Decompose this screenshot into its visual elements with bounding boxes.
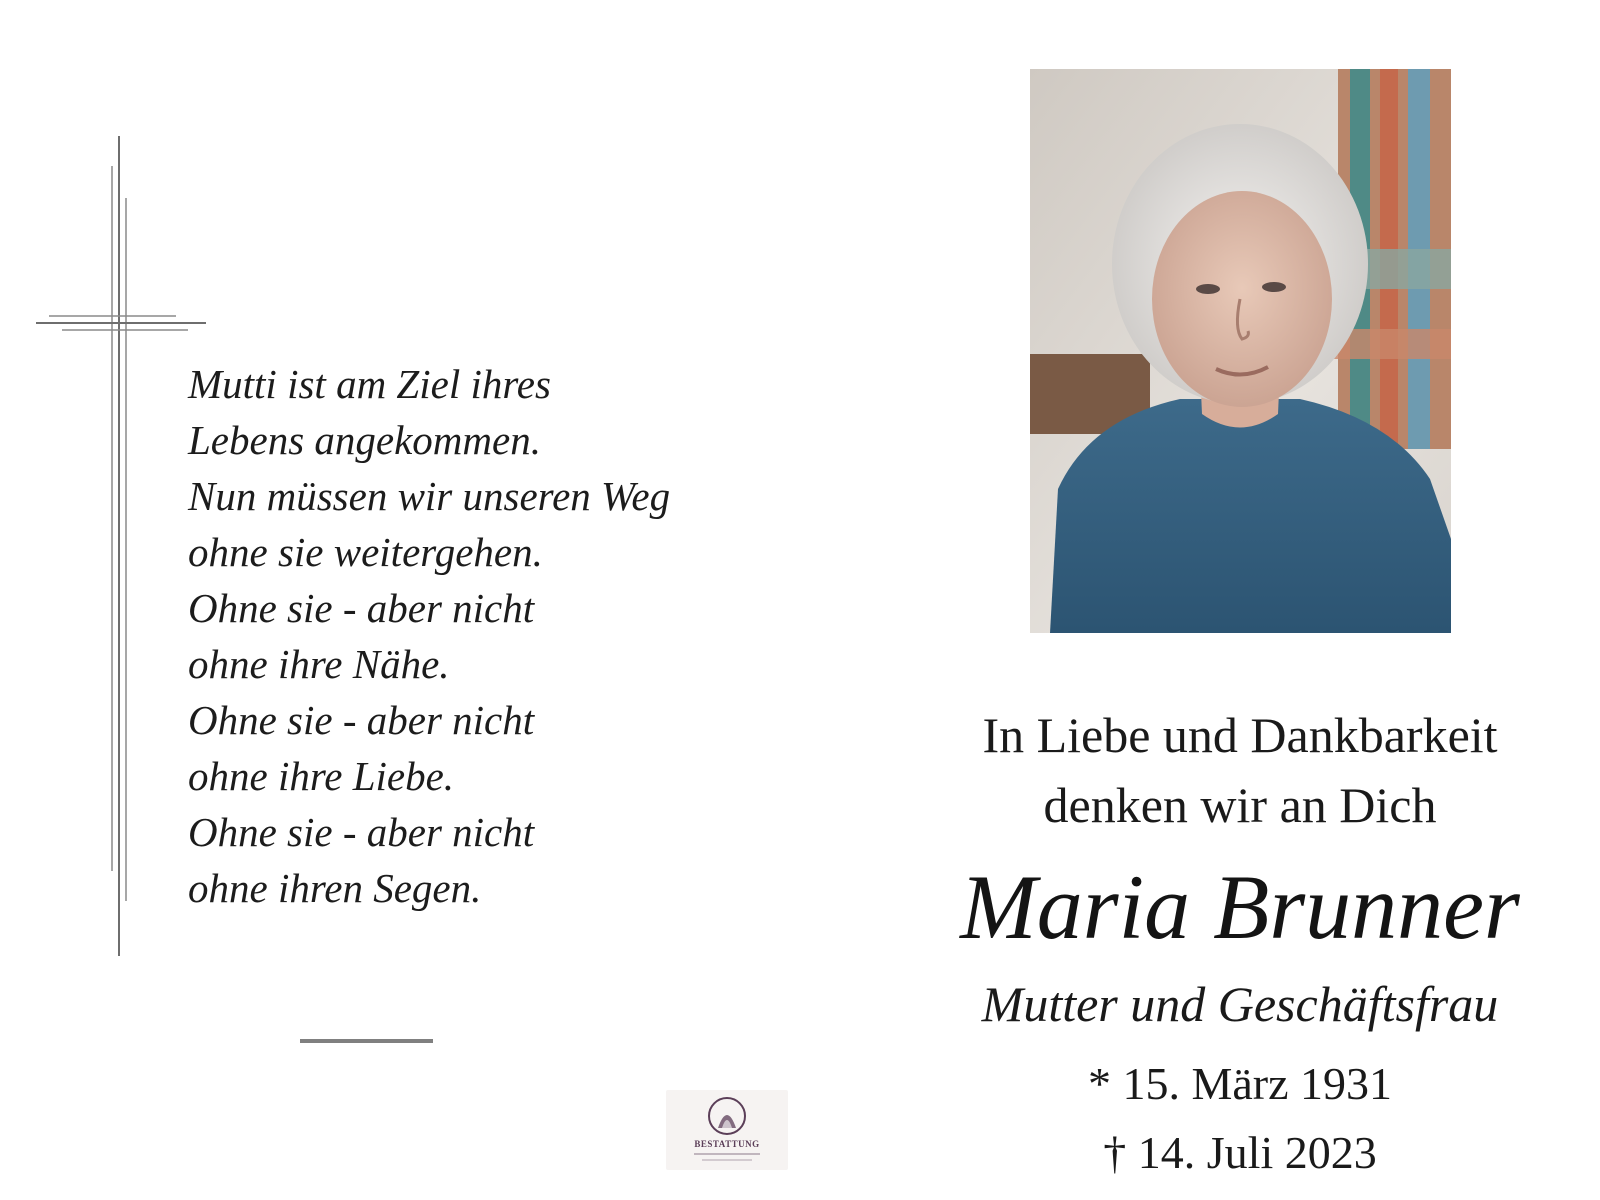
poem xyxy=(188,356,788,916)
poem-line: Ohne sie - aber nicht xyxy=(188,809,535,855)
dedication xyxy=(930,700,1550,840)
cross-ornament-icon xyxy=(36,136,206,956)
poem-line: Lebens angekommen. xyxy=(188,417,541,463)
poem-line: ohne ihre Liebe. xyxy=(188,753,455,799)
birth-date: * 15. März 1931 xyxy=(1087,1058,1393,1109)
dedication-line: In Liebe und Dankbarkeit xyxy=(982,707,1498,763)
poem-line: Nun müssen wir unseren Weg xyxy=(188,473,671,519)
poem-line: ohne ihre Nähe. xyxy=(188,641,450,687)
poem-line: ohne ihren Segen. xyxy=(188,865,482,911)
poem-line: Mutti ist am Ziel ihres xyxy=(188,361,551,407)
poem-line: ohne sie weitergehen. xyxy=(188,529,543,575)
logo-emblem-icon xyxy=(666,1090,788,1170)
poem-line: Ohne sie - aber nicht xyxy=(188,697,535,743)
divider-line xyxy=(300,1039,433,1043)
dedication-line: denken wir an Dich xyxy=(1043,777,1437,833)
poem-line: Ohne sie - aber nicht xyxy=(188,585,535,631)
logo-text: BESTATTUNG xyxy=(694,1139,760,1149)
deceased-role: Mutter und Geschäftsfrau xyxy=(981,976,1499,1032)
death-date: † 14. Juli 2023 xyxy=(1103,1127,1377,1178)
deceased-name: Maria Brunner xyxy=(960,856,1520,958)
funeral-home-logo xyxy=(666,1090,788,1170)
portrait-photo xyxy=(1030,69,1451,633)
